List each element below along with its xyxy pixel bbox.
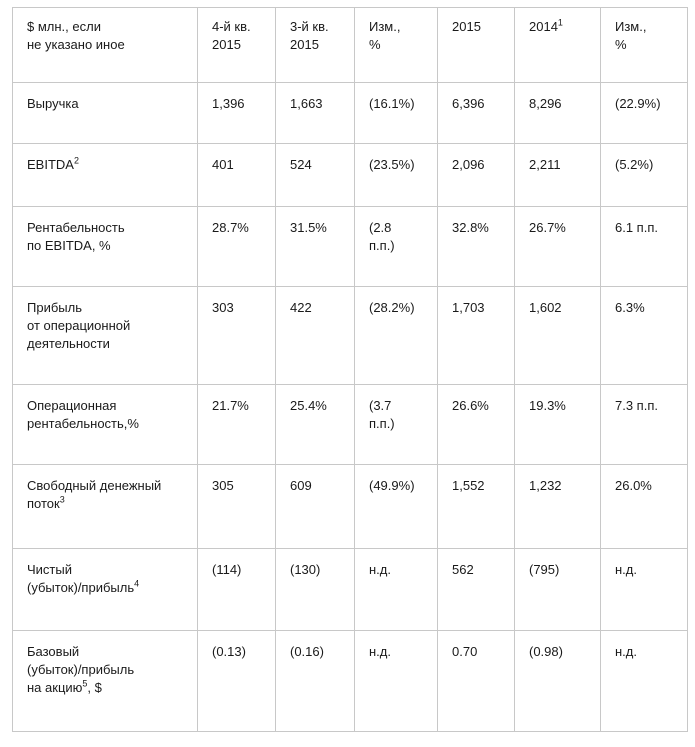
table-cell: (5.2%) xyxy=(601,144,688,207)
table-cell: 2,096 xyxy=(438,144,515,207)
table-cell: н.д. xyxy=(601,631,688,732)
table-cell: (28.2%) xyxy=(355,287,438,385)
table-cell: н.д. xyxy=(355,631,438,732)
table-cell: 1,703 xyxy=(438,287,515,385)
table-row-net-profit xyxy=(13,549,688,631)
table-cell: 305 xyxy=(198,465,276,549)
table-cell: 26.7% xyxy=(515,207,601,287)
table-row-operating-margin xyxy=(13,385,688,465)
table-cell: (22.9%) xyxy=(601,83,688,144)
table-cell: 422 xyxy=(276,287,355,385)
table-row-revenue xyxy=(13,83,688,144)
table-cell: 1,602 xyxy=(515,287,601,385)
table-cell: 8,296 xyxy=(515,83,601,144)
table-cell: (130) xyxy=(276,549,355,631)
table-cell: 1,552 xyxy=(438,465,515,549)
table-cell: н.д. xyxy=(601,549,688,631)
row-label: Выручка xyxy=(13,83,198,144)
header-cell-units: $ млн., если не указано иное xyxy=(13,8,198,83)
row-label: Свободный денежный поток$^3$ xyxy=(13,465,198,549)
table-cell: 401 xyxy=(198,144,276,207)
financial-results-table xyxy=(12,7,688,732)
table-cell: 7.3 п.п. xyxy=(601,385,688,465)
row-label: Операционная рентабельность,% xyxy=(13,385,198,465)
table-cell: 6.1 п.п. xyxy=(601,207,688,287)
table-cell: 31.5% xyxy=(276,207,355,287)
table-cell: 562 xyxy=(438,549,515,631)
table-cell: (2.8 п.п.) xyxy=(355,207,438,287)
row-label: EBITDA$^2$ xyxy=(13,144,198,207)
table-cell: 6,396 xyxy=(438,83,515,144)
table-cell: 32.8% xyxy=(438,207,515,287)
table-cell: (0.98) xyxy=(515,631,601,732)
table-cell: 28.7% xyxy=(198,207,276,287)
row-label: Базовый (убыток)/прибыль на акцию$^5$, $ xyxy=(13,631,198,732)
header-row xyxy=(13,8,688,83)
table-cell: (16.1%) xyxy=(355,83,438,144)
header-cell-q4-2015: 4-й кв. 2015 xyxy=(198,8,276,83)
table-cell: 19.3% xyxy=(515,385,601,465)
table-cell: 1,396 xyxy=(198,83,276,144)
row-label: Рентабельность по EBITDA, % xyxy=(13,207,198,287)
table-cell: 303 xyxy=(198,287,276,385)
table-cell: (795) xyxy=(515,549,601,631)
table-row-ebitda xyxy=(13,144,688,207)
table-cell: (3.7 п.п.) xyxy=(355,385,438,465)
table-cell: 26.6% xyxy=(438,385,515,465)
table-cell: 21.7% xyxy=(198,385,276,465)
header-cell-2014: 2014$^1$ xyxy=(515,8,601,83)
table-row-free-cash-flow xyxy=(13,465,688,549)
table-cell: (0.13) xyxy=(198,631,276,732)
table-cell: 1,663 xyxy=(276,83,355,144)
row-label: Прибыль от операционной деятельности xyxy=(13,287,198,385)
table-cell: 0.70 xyxy=(438,631,515,732)
header-cell-change-year: Изм., % xyxy=(601,8,688,83)
header-cell-change-quarter: Изм., % xyxy=(355,8,438,83)
header-cell-2015: 2015 xyxy=(438,8,515,83)
table-cell: 26.0% xyxy=(601,465,688,549)
table-cell: (114) xyxy=(198,549,276,631)
table-cell: (0.16) xyxy=(276,631,355,732)
table-cell: (23.5%) xyxy=(355,144,438,207)
table-cell: 25.4% xyxy=(276,385,355,465)
table-cell: 6.3% xyxy=(601,287,688,385)
table-row-ebitda-margin xyxy=(13,207,688,287)
table-cell: (49.9%) xyxy=(355,465,438,549)
row-label: Чистый (убыток)/прибыль$^4$ xyxy=(13,549,198,631)
table-cell: 524 xyxy=(276,144,355,207)
table-row-operating-profit xyxy=(13,287,688,385)
table-cell: н.д. xyxy=(355,549,438,631)
table-row-eps xyxy=(13,631,688,732)
header-cell-q3-2015: 3-й кв. 2015 xyxy=(276,8,355,83)
table-cell: 609 xyxy=(276,465,355,549)
table-cell: 1,232 xyxy=(515,465,601,549)
table-cell: 2,211 xyxy=(515,144,601,207)
